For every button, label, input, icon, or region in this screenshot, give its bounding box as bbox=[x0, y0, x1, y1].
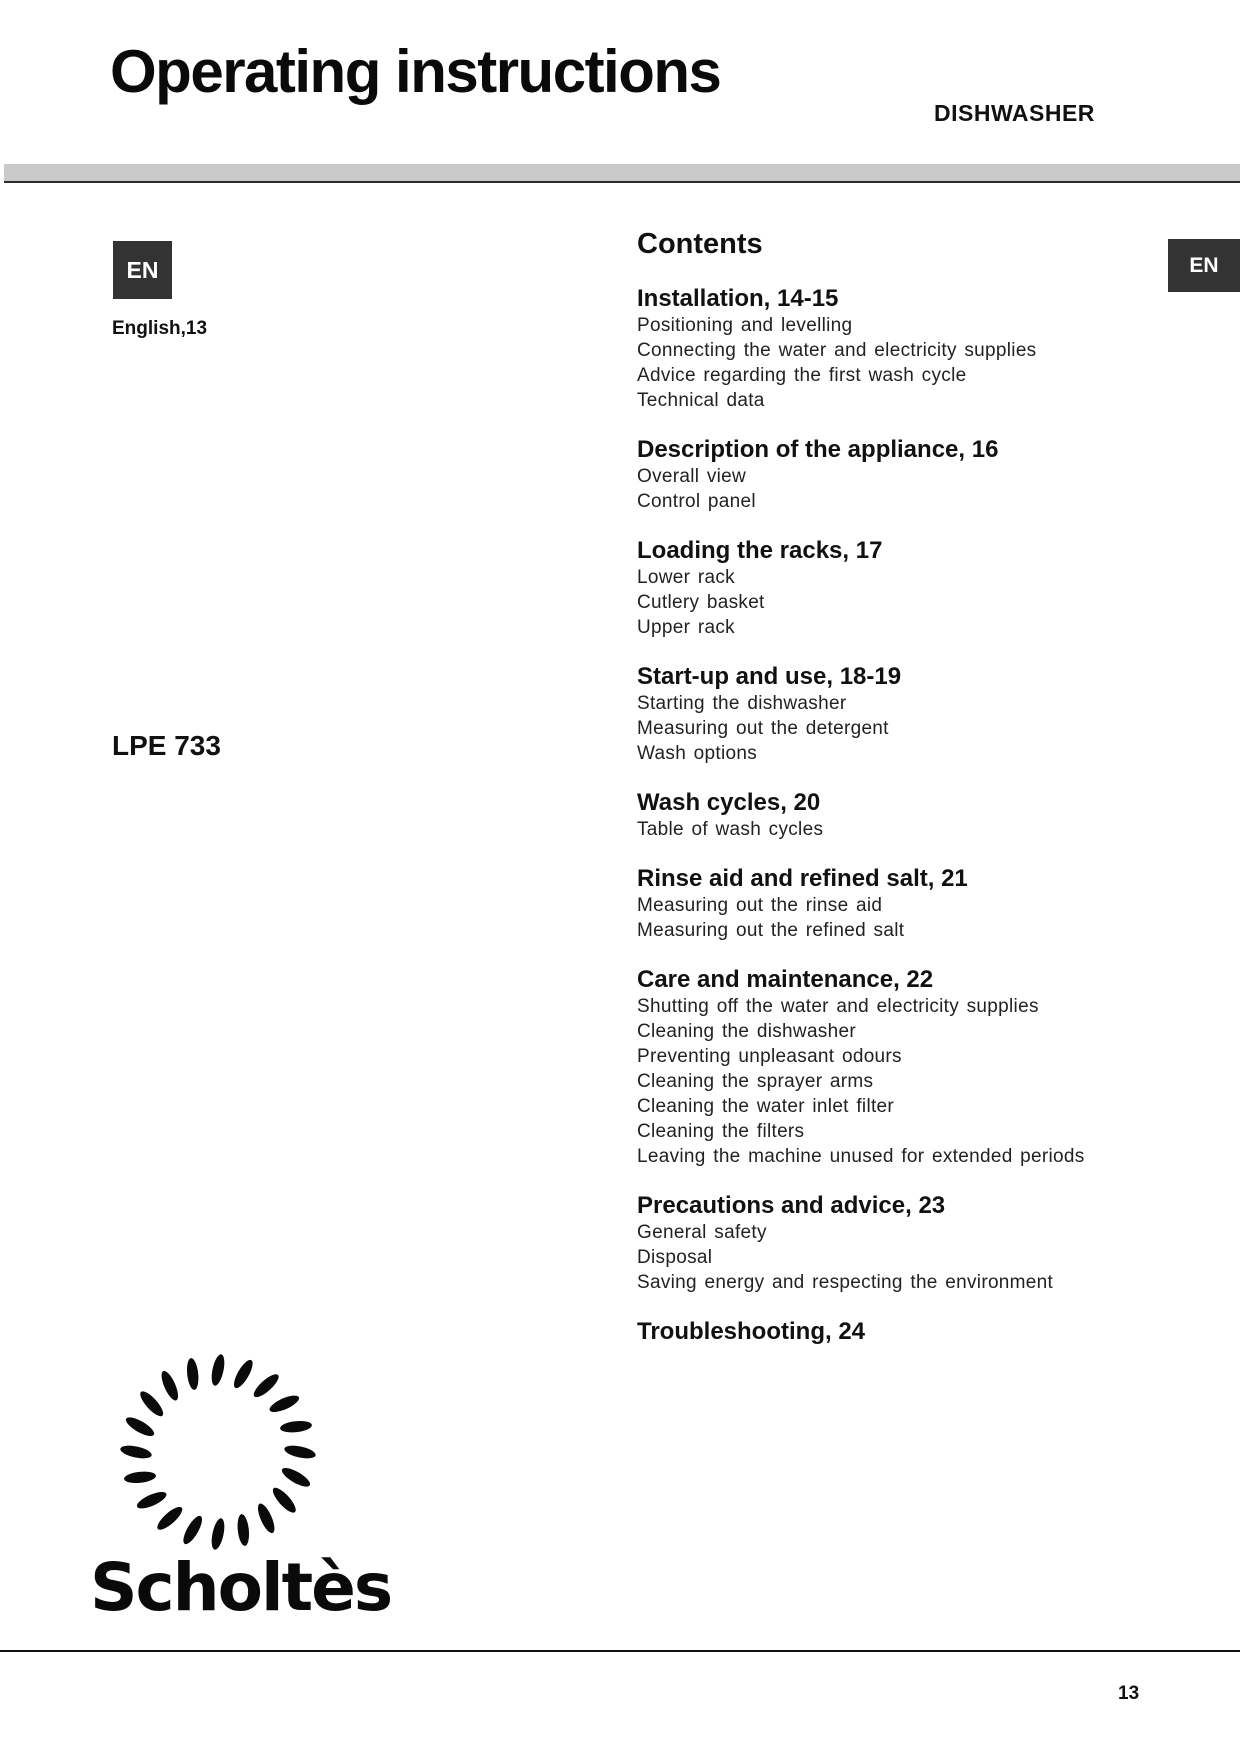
brand-name: Scholtès bbox=[90, 1549, 392, 1626]
section-item: Table of wash cycles bbox=[637, 819, 824, 840]
section-title: Rinse aid and refined salt, 21 bbox=[637, 865, 968, 892]
contents-sections bbox=[637, 284, 1157, 1346]
sunburst-ray bbox=[255, 1501, 278, 1535]
section-item: Leaving the machine unused for extended periods bbox=[637, 1146, 1085, 1167]
sunburst-ray bbox=[209, 1353, 226, 1387]
language-badge: EN bbox=[113, 241, 172, 299]
sunburst-ray bbox=[180, 1513, 206, 1546]
sunburst-ray bbox=[267, 1392, 301, 1415]
contents-section bbox=[637, 788, 1157, 842]
section-items bbox=[637, 313, 1157, 413]
contents-heading: Contents bbox=[637, 228, 763, 260]
section-item: Cleaning the filters bbox=[637, 1121, 805, 1142]
section-title: Wash cycles, 20 bbox=[637, 789, 821, 816]
contents-section bbox=[637, 284, 1157, 413]
section-title: Installation, 14-15 bbox=[637, 285, 839, 312]
model-number: LPE 733 bbox=[112, 730, 221, 761]
section-item: Saving energy and respecting the environment bbox=[637, 1272, 1054, 1293]
section-items bbox=[637, 893, 1157, 943]
section-title: Description of the appliance, 16 bbox=[637, 436, 999, 463]
page-number: 13 bbox=[1118, 1683, 1140, 1704]
section-items bbox=[637, 817, 1157, 842]
section-item: Measuring out the refined salt bbox=[637, 920, 905, 941]
section-item: Upper rack bbox=[637, 617, 735, 638]
sunburst-ray bbox=[186, 1358, 200, 1391]
product-category: DISHWASHER bbox=[934, 100, 1095, 126]
section-item: Measuring out the rinse aid bbox=[637, 895, 883, 916]
section-item: Starting the dishwasher bbox=[637, 693, 847, 714]
section-item: Lower rack bbox=[637, 567, 735, 588]
sunburst-ray bbox=[135, 1489, 169, 1512]
section-item: Wash options bbox=[637, 743, 758, 764]
contents-section bbox=[637, 1317, 1157, 1346]
section-item: Disposal bbox=[637, 1247, 713, 1268]
page-title: Operating instructions bbox=[110, 38, 721, 105]
language-index: English,13 bbox=[112, 318, 208, 339]
sunburst-ray bbox=[209, 1517, 226, 1551]
section-title: Care and maintenance, 22 bbox=[637, 966, 934, 993]
section-item: Connecting the water and electricity supplies bbox=[637, 340, 1037, 361]
section-item: Overall view bbox=[637, 466, 747, 487]
section-item: Shutting off the water and electricity supplies bbox=[637, 996, 1039, 1017]
section-title: Troubleshooting, 24 bbox=[637, 1318, 866, 1345]
sunburst-ray bbox=[236, 1514, 250, 1547]
contents-section bbox=[637, 864, 1157, 943]
contents-section bbox=[637, 662, 1157, 766]
contents-section bbox=[637, 1191, 1157, 1295]
section-items bbox=[637, 464, 1157, 514]
sunburst-ray bbox=[270, 1485, 300, 1516]
sunburst-ray bbox=[154, 1504, 185, 1534]
section-items bbox=[637, 691, 1157, 766]
section-item: Cleaning the water inlet filter bbox=[637, 1096, 895, 1117]
sunburst-ray bbox=[123, 1414, 156, 1440]
section-item: Technical data bbox=[637, 390, 765, 411]
section-item: Measuring out the detergent bbox=[637, 718, 889, 739]
language-side-tab: EN bbox=[1168, 239, 1240, 292]
sunburst-ray bbox=[231, 1357, 257, 1390]
section-item: Cleaning the dishwasher bbox=[637, 1021, 856, 1042]
section-items bbox=[637, 994, 1157, 1169]
section-title: Loading the racks, 17 bbox=[637, 537, 883, 564]
header-divider bbox=[4, 164, 1240, 183]
sunburst-ray bbox=[124, 1470, 157, 1484]
section-item: Cutlery basket bbox=[637, 592, 765, 613]
section-title: Start-up and use, 18-19 bbox=[637, 663, 902, 690]
sunburst-ray bbox=[251, 1371, 282, 1401]
section-item: Advice regarding the first wash cycle bbox=[637, 365, 967, 386]
section-items bbox=[637, 1220, 1157, 1295]
contents-section bbox=[637, 536, 1157, 640]
sunburst-ray bbox=[279, 1465, 312, 1491]
contents-section bbox=[637, 435, 1157, 514]
section-item: Positioning and levelling bbox=[637, 315, 853, 336]
section-item: Preventing unpleasant odours bbox=[637, 1046, 902, 1067]
sunburst-ray bbox=[280, 1420, 313, 1434]
section-title: Precautions and advice, 23 bbox=[637, 1192, 946, 1219]
table-of-contents bbox=[637, 226, 1157, 1368]
section-item: Cleaning the sprayer arms bbox=[637, 1071, 874, 1092]
section-items bbox=[637, 565, 1157, 640]
sunburst-ray bbox=[283, 1443, 317, 1460]
sunburst-ray bbox=[158, 1369, 181, 1403]
section-item: General safety bbox=[637, 1222, 767, 1243]
section-item: Control panel bbox=[637, 491, 756, 512]
sunburst-ray bbox=[137, 1388, 167, 1419]
footer-divider bbox=[0, 1650, 1240, 1652]
sunburst-ray bbox=[119, 1443, 153, 1460]
contents-section bbox=[637, 965, 1157, 1169]
